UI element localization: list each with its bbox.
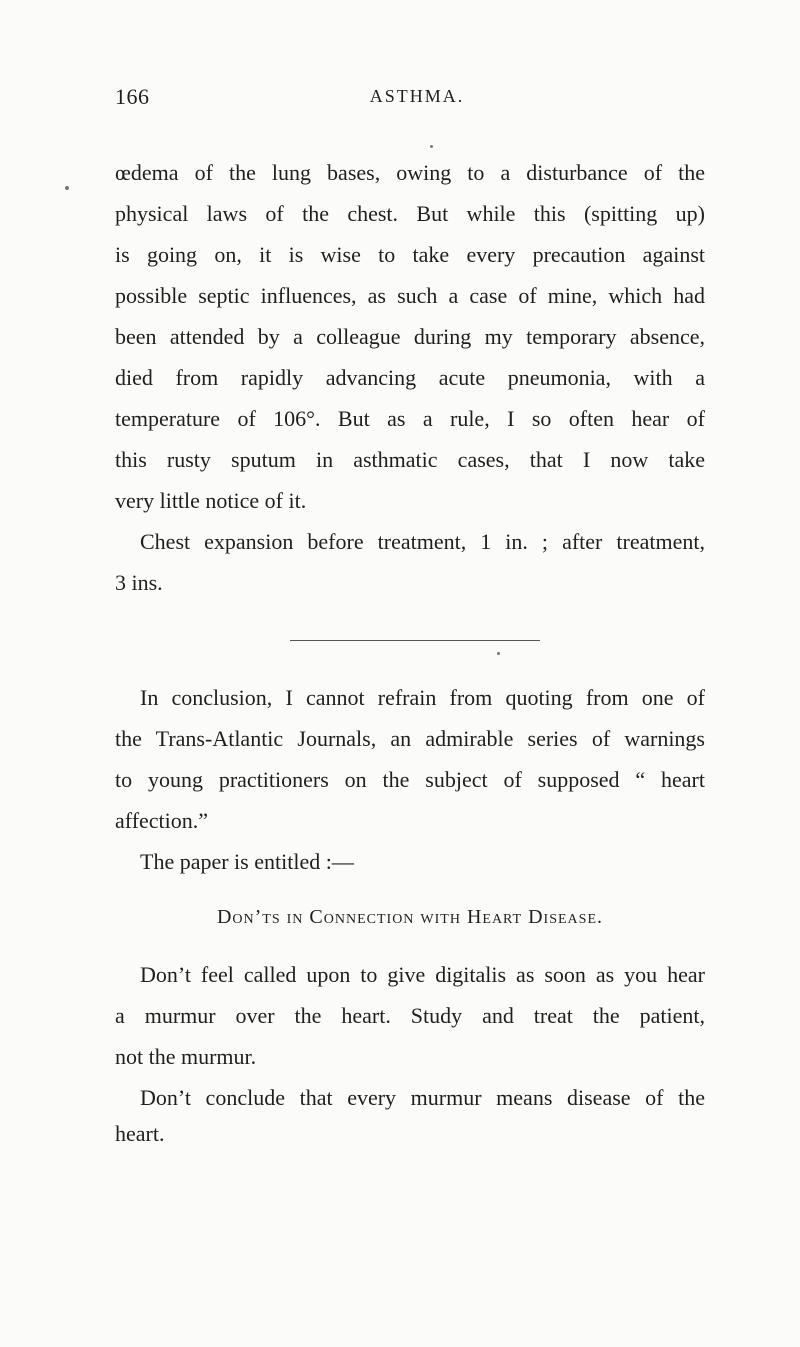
body-line: possible septic influences, as such a case of mine, which had xyxy=(115,283,705,308)
paper-speck xyxy=(430,145,433,148)
body-line: Chest expansion before treatment, 1 in. ; after treatment, xyxy=(140,529,705,554)
body-line: been attended by a colleague during my temporary absence, xyxy=(115,324,705,349)
body-line: this rusty sputum in asthmatic cases, that I now take xyxy=(115,447,705,472)
running-title: ASTHMA. xyxy=(369,86,465,106)
section-heading: Don’ts in Connection with Heart Disease. xyxy=(216,906,603,928)
body-line: a murmur over the heart. Study and treat the patient, xyxy=(115,1003,705,1028)
body-line: not the murmur. xyxy=(115,1044,257,1069)
body-line: œdema of the lung bases, owing to a disturbance of the xyxy=(115,160,705,185)
body-line: temperature of 106°. But as a rule, I so often hear of xyxy=(115,406,705,431)
paper-speck xyxy=(497,652,500,655)
body-line: Don’t feel called upon to give digitalis as soon as you hear xyxy=(140,962,705,987)
body-line: In conclusion, I cannot refrain from quoting from one of xyxy=(140,685,705,710)
page-number: 166 xyxy=(115,84,150,109)
body-line: is going on, it is wise to take every precaution against xyxy=(115,242,705,267)
body-line: 3 ins. xyxy=(115,570,163,595)
body-line: the Trans-Atlantic Journals, an admirable series of warnings xyxy=(115,726,705,751)
body-line: to young practitioners on the subject of supposed “ heart xyxy=(115,767,705,792)
paper-speck xyxy=(65,186,69,190)
body-line: Don’t conclude that every murmur means disease of the xyxy=(140,1085,705,1110)
body-line: affection.” xyxy=(115,808,209,833)
section-divider xyxy=(290,640,540,641)
body-line: physical laws of the chest. But while this (spitting up) xyxy=(115,201,705,226)
body-line: The paper is entitled :— xyxy=(140,849,354,874)
body-line: very little notice of it. xyxy=(115,488,307,513)
body-line: died from rapidly advancing acute pneumonia, with a xyxy=(115,365,705,390)
page-header xyxy=(115,84,705,114)
body-line: heart. xyxy=(115,1121,165,1146)
